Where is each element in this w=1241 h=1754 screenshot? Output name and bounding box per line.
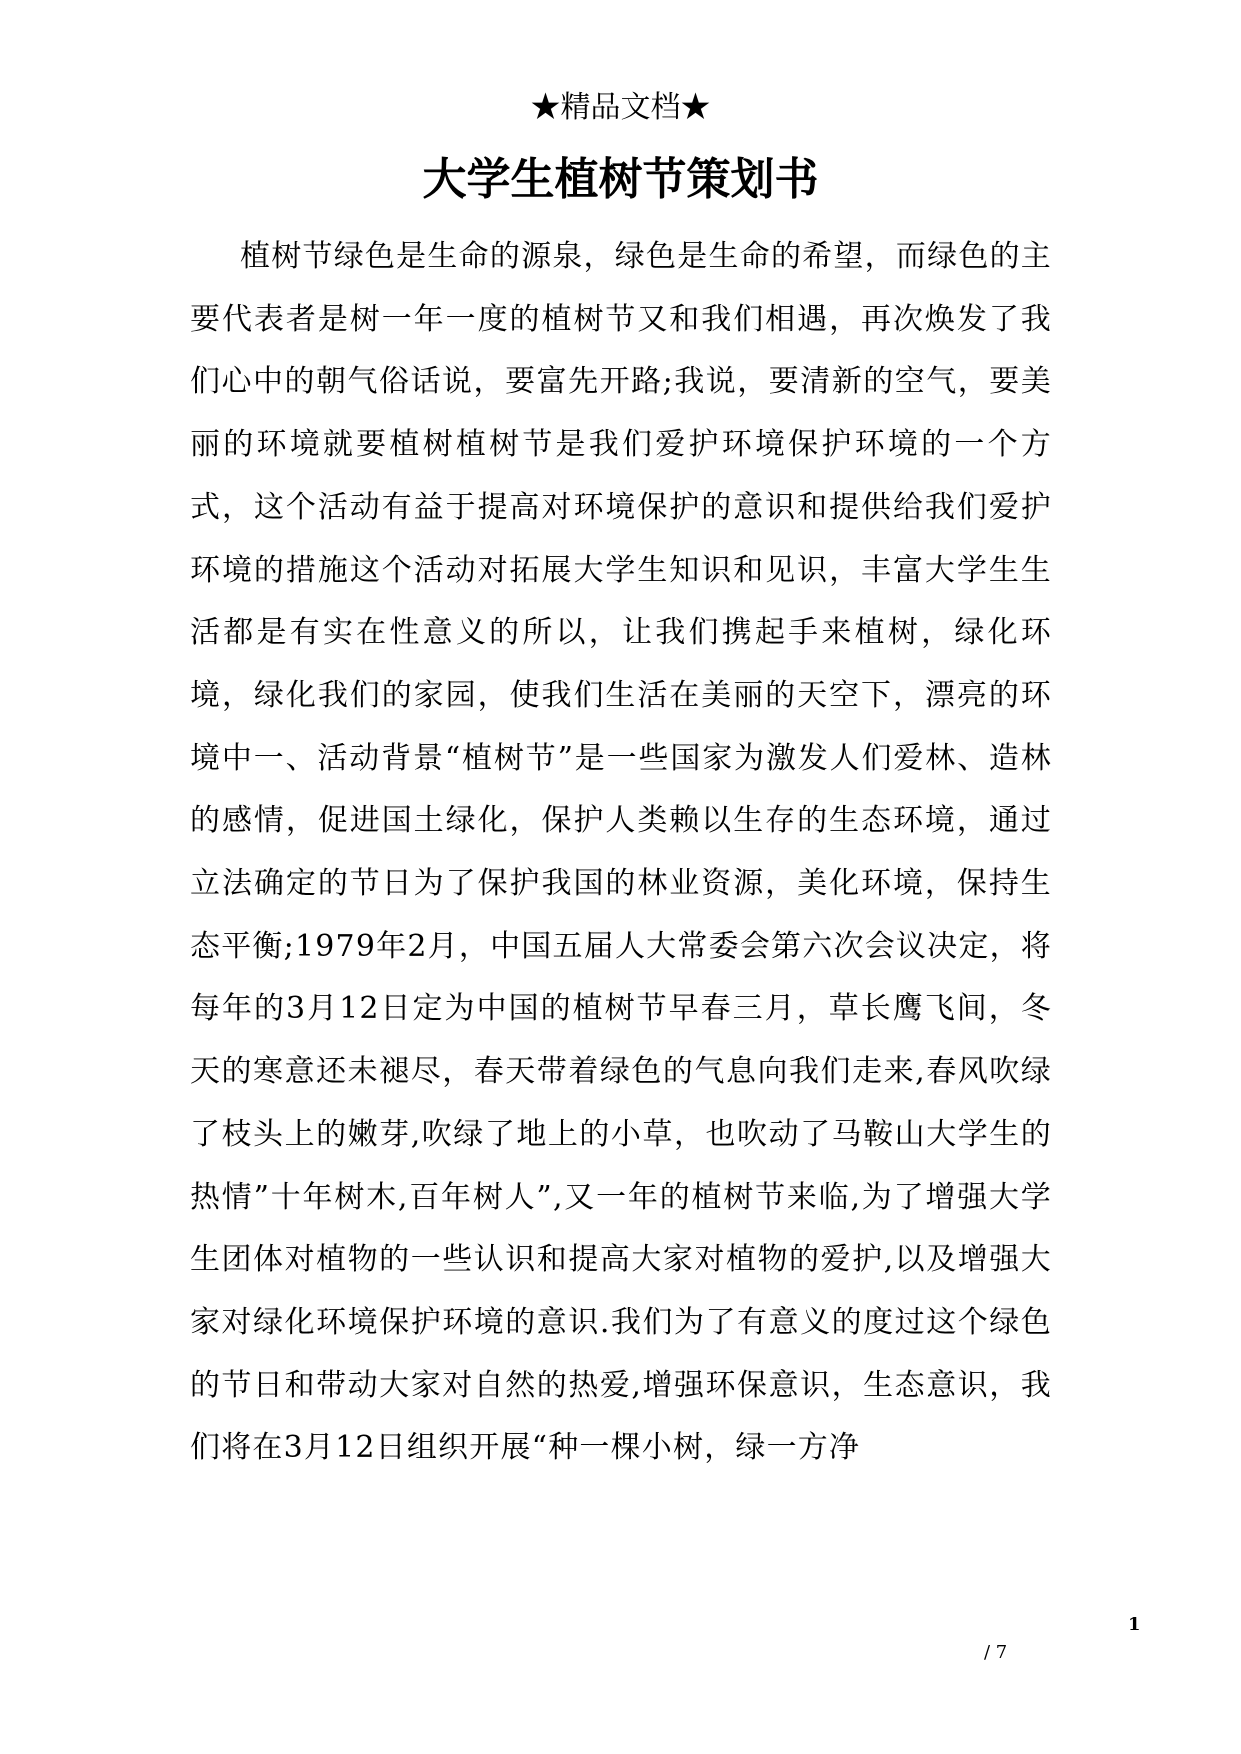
page-number: 1 [1128,1614,1141,1635]
header-banner: ★精品文档★ [530,90,711,125]
page-total: / 7 [984,1642,1008,1663]
body-paragraph: 植树节绿色是生命的源泉，绿色是生命的希望，而绿色的主要代表者是树一年一度的植树节又和我们相遇，再次焕发了我们心中的朝气俗话说，要富先开路;我说，要清新的空气，要美丽的环境就要植树植树节是我们爱护环境保护环境的一个方式，这个活动有益于提高对环境保护的意识和提供给我们爱护环境的措施这个活动对拓展大学生知识和见识，丰富大学生生活都是有实在性意义的所以，让我们携起手来植树，绿化环境，绿化我们的家园，使我们生活在美丽的天空下，漂亮的环境中一、活动背景“植树节”是一些国家为激发人们爱林、造林的感情，促进国土绿化，保护人类赖以生存的生态环境，通过立法确定的节日为了保护我国的林业资源，美化环境，保持生态平衡;1979年2月，中国五届人大常委会第六次会议决定，将每年的3月12日定为中国的植树节早春三月，草长鹰飞间，冬天的寒意还未褪尽，春天带着绿色的气息向我们走来,春风吹绿了枝头上的嫩芽,吹绿了地上的小草，也吹动了马鞍山大学生的热情”十年树木,百年树人”,又一年的植树节来临,为了增强大学生团体对植物的一些认识和提高大家对植物的爱护,以及增强大家对绿化环境保护环境的意识.我们为了有意义的度过这个绿色的节日和带动大家对自然的热爱,增强环保意识，生态意识，我们将在3月12日组织开展“种一棵小树，绿一方净 [190,239,1052,1466]
document-title: 大学生植树节策划书 [422,154,819,205]
